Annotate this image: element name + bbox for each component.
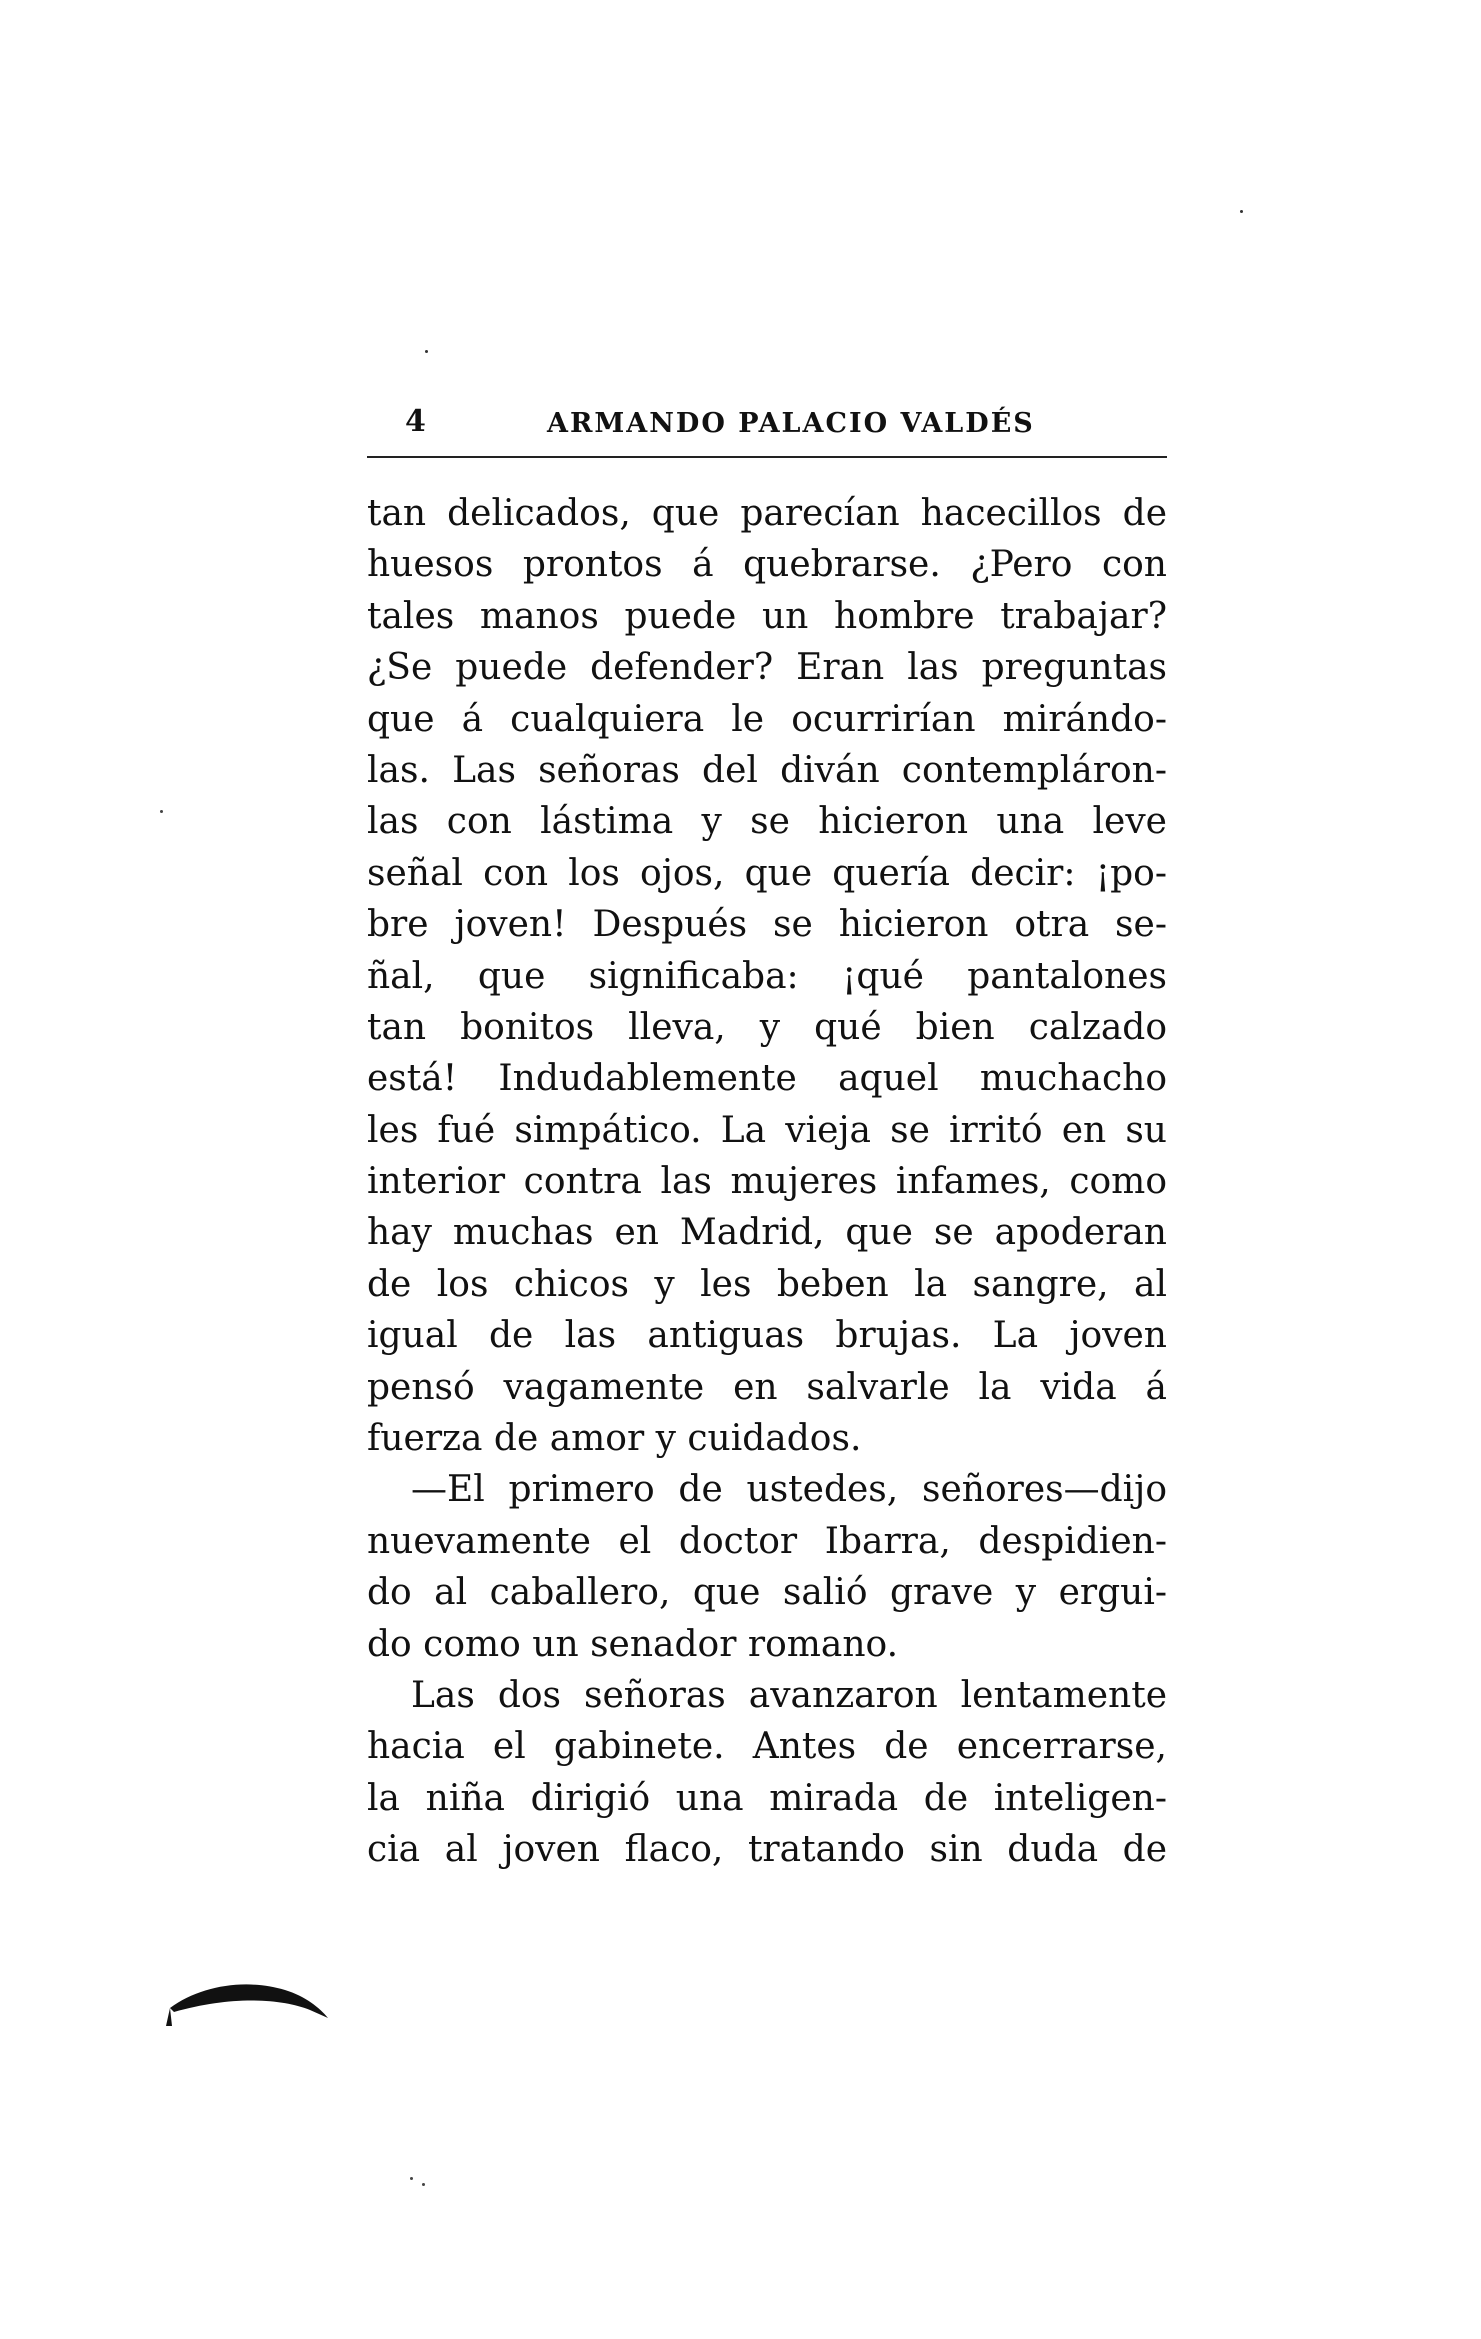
running-header: [367, 392, 1167, 452]
text-line: la niña dirigió una mirada de inteligen-: [367, 1777, 1167, 1819]
text-line: de los chicos y les beben la sangre, al: [367, 1263, 1167, 1305]
text-line: ñal, que significaba: ¡qué pantalones: [367, 955, 1167, 997]
speck-mark: [160, 810, 163, 813]
text-line: cia al joven flaco, tratando sin duda de: [367, 1829, 1167, 1871]
speck-mark: [422, 2183, 425, 2186]
text-line: ¿Se puede defender? Eran las preguntas: [367, 647, 1167, 689]
speck-mark: [425, 350, 428, 353]
body-text: [367, 488, 1167, 1876]
text-line: bre joven! Después se hicieron otra se-: [367, 904, 1167, 946]
running-head-author: ARMANDO PALACIO VALDÉS: [547, 408, 1035, 439]
text-line: huesos prontos á quebrarse. ¿Pero con: [367, 544, 1167, 586]
text-line: hacia el gabinete. Antes de encerrarse,: [367, 1726, 1167, 1768]
paragraph-end-line: do como un senador romano.: [367, 1623, 899, 1665]
text-line: las. Las señoras del diván contempláron-: [367, 749, 1167, 791]
speck-mark: [410, 2177, 413, 2180]
text-line: les fué simpático. La vieja se irritó en su: [367, 1109, 1167, 1151]
text-line: hay muchas en Madrid, que se apoderan: [367, 1212, 1167, 1254]
page-number: 4: [405, 404, 426, 439]
text-line: do al caballero, que salió grave y ergui-: [367, 1572, 1167, 1614]
paragraph-end-line: fuerza de amor y cuidados.: [367, 1418, 862, 1460]
paragraph-start-line: —El primero de ustedes, señores—dijo: [411, 1469, 1167, 1511]
text-line: nuevamente el doctor Ibarra, despidien-: [367, 1520, 1167, 1562]
text-line: señal con los ojos, que quería decir: ¡po-: [367, 852, 1167, 894]
ink-smudge-mark: [160, 1968, 340, 2028]
text-line: que á cualquiera le ocurrirían mirándo-: [367, 698, 1167, 740]
text-line: pensó vagamente en salvarle la vida á: [367, 1366, 1167, 1408]
paragraph-start-line: Las dos señoras avanzaron lentamente: [411, 1674, 1167, 1716]
text-line: igual de las antiguas brujas. La joven: [367, 1315, 1167, 1357]
text-line: las con lástima y se hicieron una leve: [367, 801, 1167, 843]
text-line: tan bonitos lleva, y qué bien calzado: [367, 1006, 1167, 1048]
text-line: tan delicados, que parecían hacecillos de: [367, 493, 1167, 534]
speck-mark: [1240, 210, 1243, 213]
header-rule: [367, 456, 1167, 458]
text-line: interior contra las mujeres infames, como: [367, 1161, 1167, 1203]
text-line: está! Indudablemente aquel muchacho: [367, 1058, 1167, 1100]
text-line: tales manos puede un hombre trabajar?: [367, 595, 1167, 637]
